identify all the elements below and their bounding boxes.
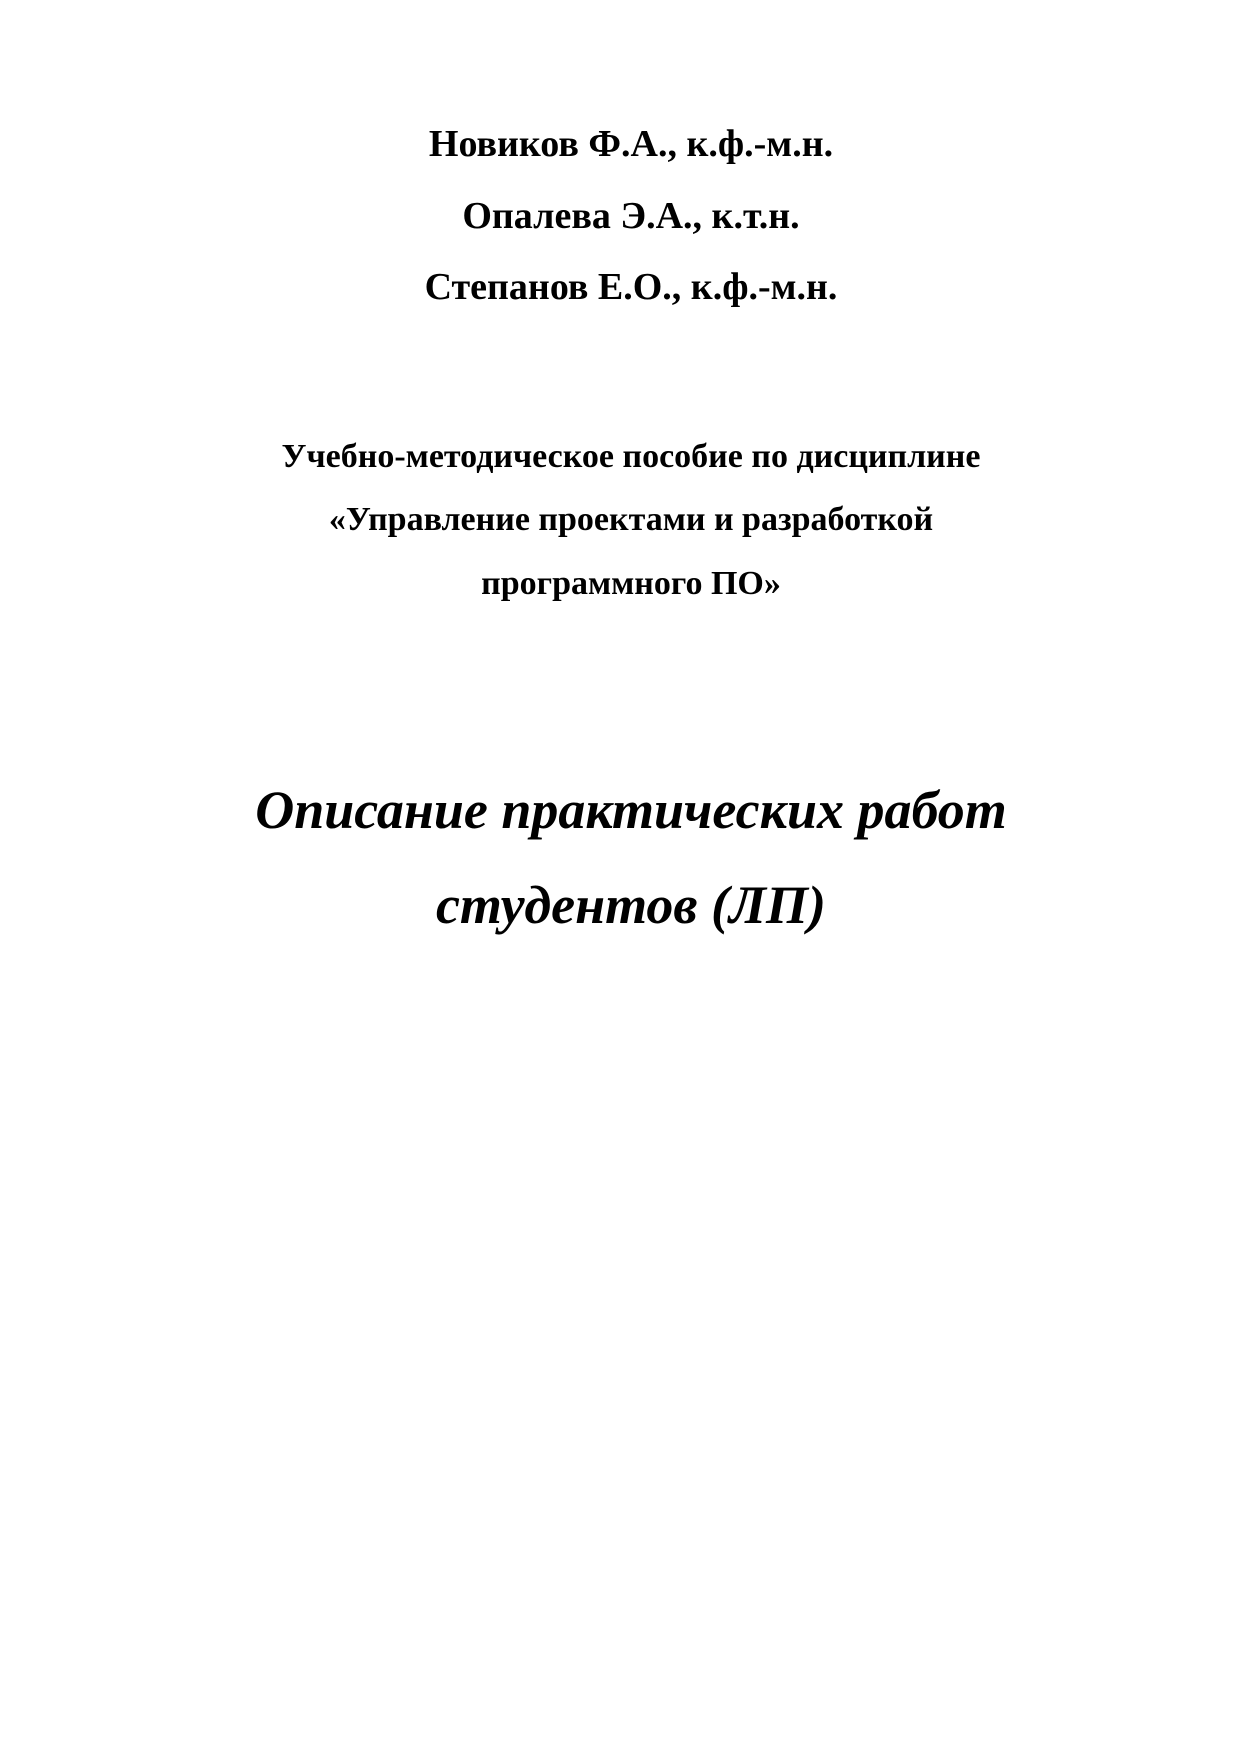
subtitle-line: «Управление проектами и разработкой xyxy=(328,501,934,538)
subtitle-line: Учебно-методическое пособие по дисциплине xyxy=(281,438,981,475)
author-line: Новиков Ф.А., к.ф.-м.н. xyxy=(428,123,834,165)
document-title-line: студентов (ЛП) xyxy=(435,875,827,935)
author-line: Опалева Э.А., к.т.н. xyxy=(462,195,800,237)
subtitle-line: программного ПО» xyxy=(481,565,781,602)
author-line: Степанов Е.О., к.ф.-м.н. xyxy=(424,266,838,308)
document-title-line: Описание практических работ xyxy=(255,780,1007,840)
